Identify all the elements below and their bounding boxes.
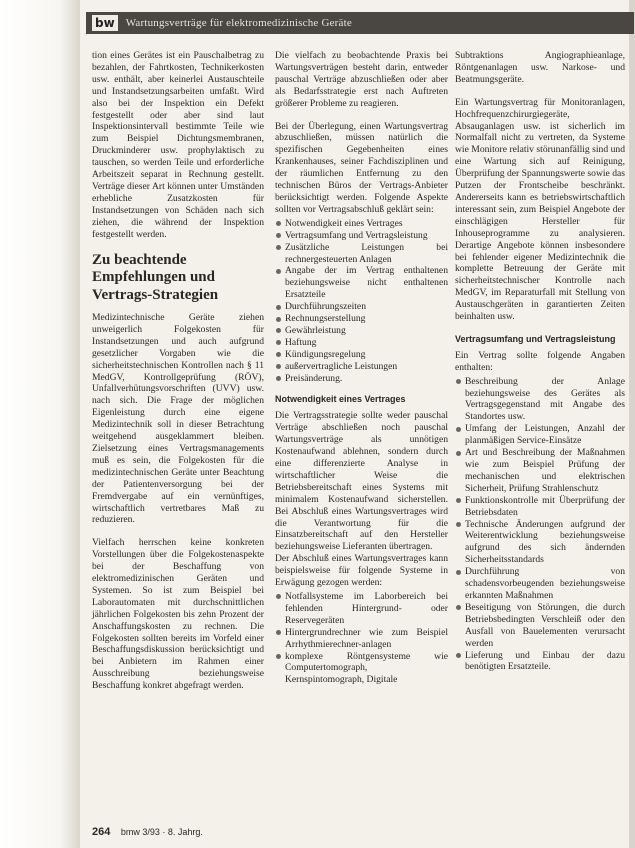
list-item: Rechnungserstellung bbox=[275, 313, 448, 325]
subsection-heading: Notwendigkeit eines Vertrages bbox=[275, 394, 406, 405]
header-title: Wartungsverträge für elektromedizinische Geräte bbox=[125, 17, 352, 29]
list-item: Technische Änderungen aufgrund der Weiterentwicklung beziehungsweise aufgrund des sich ändernden Sicherheitsstandards bbox=[455, 519, 625, 567]
paragraph: Subtraktions Angiographieanlage, Röntgenanlagen usw. Narkose- und Beatmungsgeräte. bbox=[455, 50, 625, 85]
list-item: Funktionskontrolle mit Überprüfung der Betriebsdaten bbox=[455, 495, 625, 519]
paragraph: Medizintechnische Geräte ziehen unweigerlich Folgekosten für Instandsetzungen und auch aufgrund gesetzlicher Vorgaben wie die sicherheitstechnischen Kontrollen nach § 11 MedGV, Kontrollgeprüfung (RÖV), Unfallverhütungsvorschriften (UVV) usw. nach sich. Die Frage der möglichen Eigenleistung durch eine eigene Medizintechnik soll in dieser Betrachtung weitgehend ausgeklammert bleiben. Zielsetzung eines Vertragsmanagements muß es sein, die Folgekosten für die medizintechnischen Geräte unter Beachtung der Patientenversorgung bei der Fremdvergabe auf ein vernünftiges, wirtschaftlich vertretbares Maß zu reduzieren. bbox=[92, 312, 264, 526]
list-item: Beseitigung von Störungen, die durch Betriebsbedingten Verschleiß oder den Ausfall von Bauelementen verursacht werden bbox=[455, 602, 625, 650]
list-item: außervertragliche Leistungen bbox=[275, 361, 448, 373]
list-item: Notfallsysteme im Laborbereich bei fehlenden Hintergrund- oder Reservegeräten bbox=[275, 591, 448, 627]
column-3 bbox=[455, 50, 625, 683]
list-item: Durchführung von schadensvorbeugenden beziehungsweise erkannten Maßnahmen bbox=[455, 566, 625, 602]
list-item: Preisänderung. bbox=[275, 373, 448, 385]
list-item: Kündigungsregelung bbox=[275, 349, 448, 361]
subsection-heading: Vertragsumfang und Vertragsleistung bbox=[455, 333, 616, 344]
running-header bbox=[86, 12, 634, 34]
aspects-list bbox=[275, 218, 448, 385]
list-item: Art und Beschreibung der Maßnahmen wie zum Beispiel Prüfung der mechanischen und elektrischen Sicherheit, Prüfung Strahlenschutz bbox=[455, 447, 625, 495]
page-edge bbox=[629, 0, 635, 848]
paragraph: Bei der Überlegung, einen Wartungsvertrag abzuschließen, müssen natürlich die spezifischen Gegebenheiten eines Krankenhauses, seiner Fachdisziplinen und der räumlichen Entfernung zu den technischen Büros der Vertrags-Anbieter berücksichtigt werden. Folgende Aspekte sollten vor Vertragsabschluß geklärt sein: bbox=[275, 120, 448, 215]
paragraph: tion eines Gerätes ist ein Pauschalbetrag zu bezahlen, der Fahrtkosten, Technikerkosten usw. enthält, aber keinerlei Austauschteile und Instandsetzungsarbeiten umfaßt. Wird also bei der Inspektion ein Defekt festgestellt oder aber sind laut Inspektionsintervall bestimmte Teile wie zum Beispiel Dichtungsmembranen, Druckminderer usw. prophylaktisch zu tauschen, so werden Teile und erforderliche Arbeitszeit separat in Rechnung gestellt. Verträge dieser Art können unter Umständen erhebliche Zusatzkosten für Instandsetzungen von Schäden nach sich ziehen, die während der Inspektion festgestellt werden. bbox=[92, 50, 264, 240]
journal-logo: bw bbox=[92, 15, 118, 31]
paragraph: Die Vertragsstrategie sollte weder pauschal Verträge abschließen noch pauschal Wartungsverträge als unnötigen Kostenaufwand ablehnen, sondern durch eine differenzierte Analyse in wirtschaftlicher Weise die Betriebsbereitschaft eines Systems mit minimalem Kostenaufwand sicherstellen. Bei Abschluß eines Wartungsvertrages wird die Verantwortung für die Einsatzbereitschaft auf den Hersteller beziehungsweise Lieferanten übertragen. bbox=[275, 410, 448, 553]
page-number: 264 bbox=[92, 826, 111, 838]
list-item: Haftung bbox=[275, 337, 448, 349]
column-1 bbox=[92, 50, 264, 703]
list-item: Durchführungszeiten bbox=[275, 301, 448, 313]
contract-contents-list bbox=[455, 376, 625, 674]
list-item: Zusätzliche Leistungen bei rechnergesteuerten Anlagen bbox=[275, 242, 448, 266]
list-item: Angabe der im Vertrag enthaltenen beziehungsweise nicht enthaltenen Ersatzteile bbox=[275, 265, 448, 301]
list-item: Hintergrundrechner wie zum Beispiel Arrhythmierechner-anlagen bbox=[275, 627, 448, 651]
page-footer bbox=[92, 826, 203, 838]
paragraph: Ein Vertrag sollte folgende Angaben enthalten: bbox=[455, 349, 625, 373]
systems-list bbox=[275, 591, 448, 686]
paragraph: Vielfach herrschen keine konkreten Vorstellungen über die Folgekostenaspekte bei der Beschaffung von elektromedizinischen Geräten und Systemen. So ist zum Beispiel bei Laborautomaten mit durchschnittlichen jährlichen Folgekosten bis zehn Prozent der Anschaffungskosten zu rechnen. Die Folgekosten sollten bereits im Vorfeld einer Beschaffungsdiskussion berücksichtigt und bei Anbietern im Rahmen einer Ausschreibung beziehungsweise Beschaffung konkret abgefragt werden. bbox=[92, 537, 264, 692]
list-item: Notwendigkeit eines Vertrages bbox=[275, 218, 448, 230]
paragraph: Der Abschluß eines Wartungsvertrages kann beispielsweise für folgende Systeme in Erwägung gezogen werden: bbox=[275, 553, 448, 589]
page-spine-shadow bbox=[0, 0, 80, 848]
journal-reference: bmw 3/93 · 8. Jahrg. bbox=[120, 827, 203, 837]
list-item: komplexe Röntgensysteme wie Computertomograph, Kernspintomograph, Digitale bbox=[275, 651, 448, 687]
paragraph: Ein Wartungsvertrag für Monitoranlagen, Hochfrequenzchirurgiegeräte, Absauganlagen usw. ist sicherlich im Normalfall nicht zu vertreten, da Systeme wie Monitore relativ störunanfällig sind und eine Wartung sich auf Reinigung, Überprüfung der Spannungswerte sowie das Putzen der Frontscheibe beschränkt. Andererseits kann es betriebswirtschaftlich interessant sein, zum Beispiel Angebote der einschlägigen Hersteller für Inhouseprogramme zu analysieren. Derartige Angebote können insbesondere bei fehlender eigener Medizintechnik die komplette Betreuung der Geräte mit sicherheitstechnischer Kontrolle nach MedGV, im Reparaturfall mit Stellung von Austauschgeräten in garantierten Zeiten beinhalten usw. bbox=[455, 96, 625, 323]
column-2 bbox=[275, 50, 448, 696]
paragraph: Die vielfach zu beobachtende Praxis bei Wartungsverträgen besteht darin, entweder pauschal Verträge abzuschließen oder aber als Bedarfsstrategie erst nach Auftreten größerer Probleme zu reagieren. bbox=[275, 50, 448, 109]
list-item: Gewährleistung bbox=[275, 325, 448, 337]
list-item: Umfang der Leistungen, Anzahl der planmäßigen Service-Einsätze bbox=[455, 423, 625, 447]
list-item: Beschreibung der Anlage beziehungsweise des Gerätes als Vertragsgegenstand mit Angabe des Standortes usw. bbox=[455, 376, 625, 424]
list-item: Lieferung und Einbau der dazu benötigten Ersatzteile. bbox=[455, 650, 625, 674]
section-heading: Zu beachtende Empfehlungen und Vertrags-Strategien bbox=[92, 251, 219, 303]
list-item: Vertragsumfang und Vertragsleistung bbox=[275, 230, 448, 242]
